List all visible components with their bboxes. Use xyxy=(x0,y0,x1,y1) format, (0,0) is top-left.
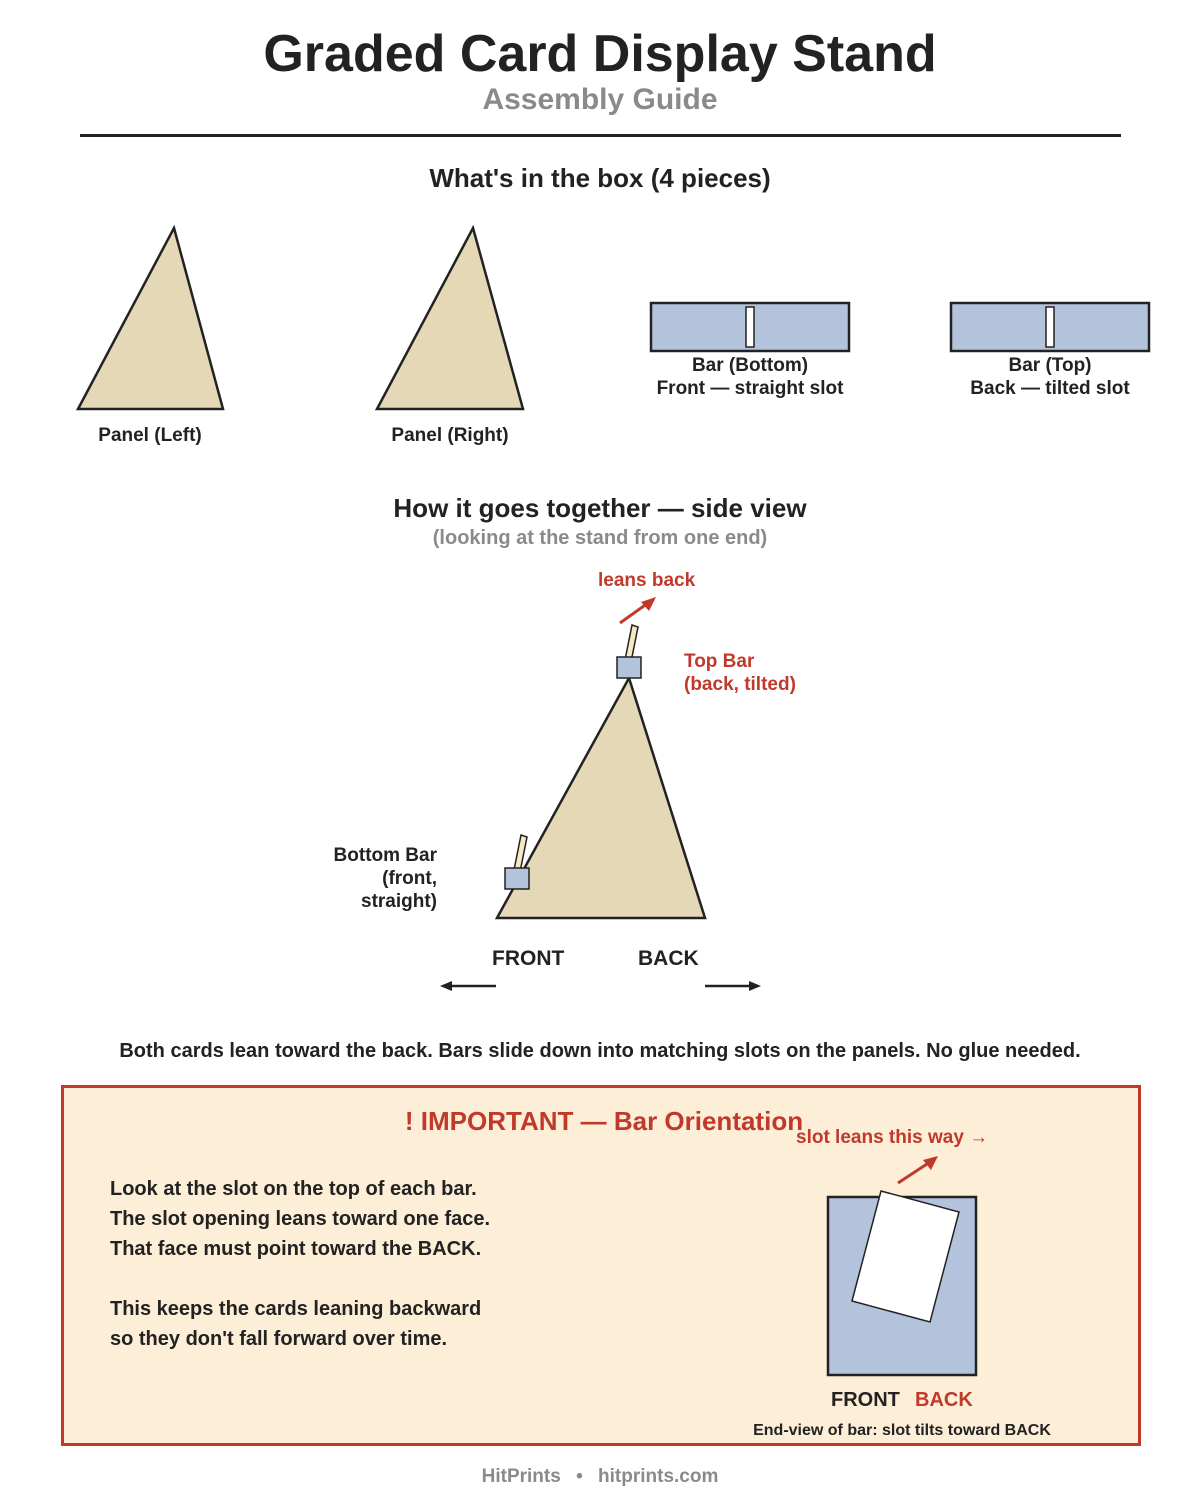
box-section-heading: What's in the box (4 pieces) xyxy=(429,163,771,193)
panel-right-shape xyxy=(377,228,523,409)
bar-top-label: Bar (Top) xyxy=(1008,355,1092,376)
back-arrowhead xyxy=(749,981,761,991)
page-title: Graded Card Display Stand xyxy=(263,25,937,83)
leans-back-label: leans back xyxy=(598,570,696,591)
top-bar-label-line1: Top Bar xyxy=(684,651,755,672)
panel-left-shape xyxy=(78,228,223,409)
top-bar-label-line2: (back, tilted) xyxy=(684,674,796,695)
front-direction-label: FRONT xyxy=(492,947,565,970)
footer xyxy=(0,1466,1200,1488)
side-view-subheading: (looking at the stand from one end) xyxy=(432,527,768,549)
bottom-bar-block xyxy=(505,868,529,889)
end-view-caption: End-view of bar: slot tilts toward BACK xyxy=(753,1422,1051,1439)
assembly-note: Both cards lean toward the back. Bars slide down into matching slots on the panels. No glue needed. xyxy=(119,1040,1081,1062)
side-view-heading: How it goes together — side view xyxy=(393,493,807,523)
page-subtitle: Assembly Guide xyxy=(482,83,718,116)
front-arrowhead xyxy=(440,981,452,991)
panel-right-label: Panel (Right) xyxy=(391,425,509,446)
slot-direction-arrow xyxy=(898,1162,930,1183)
bottom-bar-label-line3: straight) xyxy=(361,891,437,912)
leans-back-arrow xyxy=(620,603,648,623)
slot-direction-label: slot leans this way → xyxy=(796,1127,989,1148)
bottom-bar-label-line2: (front, xyxy=(382,868,437,889)
leans-back-arrowhead xyxy=(641,597,656,611)
important-box xyxy=(61,1085,1141,1446)
back-direction-label: BACK xyxy=(638,947,699,970)
bar-bottom-detail: Front — straight slot xyxy=(656,378,844,399)
top-bar-block xyxy=(617,657,641,678)
footer-url[interactable]: hitprints.com xyxy=(598,1466,719,1487)
footer-brand: HitPrints xyxy=(481,1466,561,1487)
bar-top-detail: Back — tilted slot xyxy=(970,378,1130,399)
slot-direction-arrowhead xyxy=(923,1156,938,1170)
bottom-bar-label-line1: Bottom Bar xyxy=(333,845,437,866)
important-text: Look at the slot on the top of each bar. The slot opening leans toward one face. That face must point toward the BACK. This keeps the cards leaning backward so they don't fall forward over time. xyxy=(110,1178,491,1350)
end-view-back-label: BACK xyxy=(915,1389,973,1411)
panel-left-label: Panel (Left) xyxy=(98,425,202,446)
footer-separator: • xyxy=(576,1466,583,1487)
bar-bottom-label: Bar (Bottom) xyxy=(691,355,809,376)
end-view-front-label: FRONT xyxy=(831,1389,900,1411)
important-title: ! IMPORTANT — Bar Orientation xyxy=(404,1106,804,1136)
bar-top-slot xyxy=(1046,307,1054,347)
bar-bottom-slot xyxy=(746,307,754,347)
